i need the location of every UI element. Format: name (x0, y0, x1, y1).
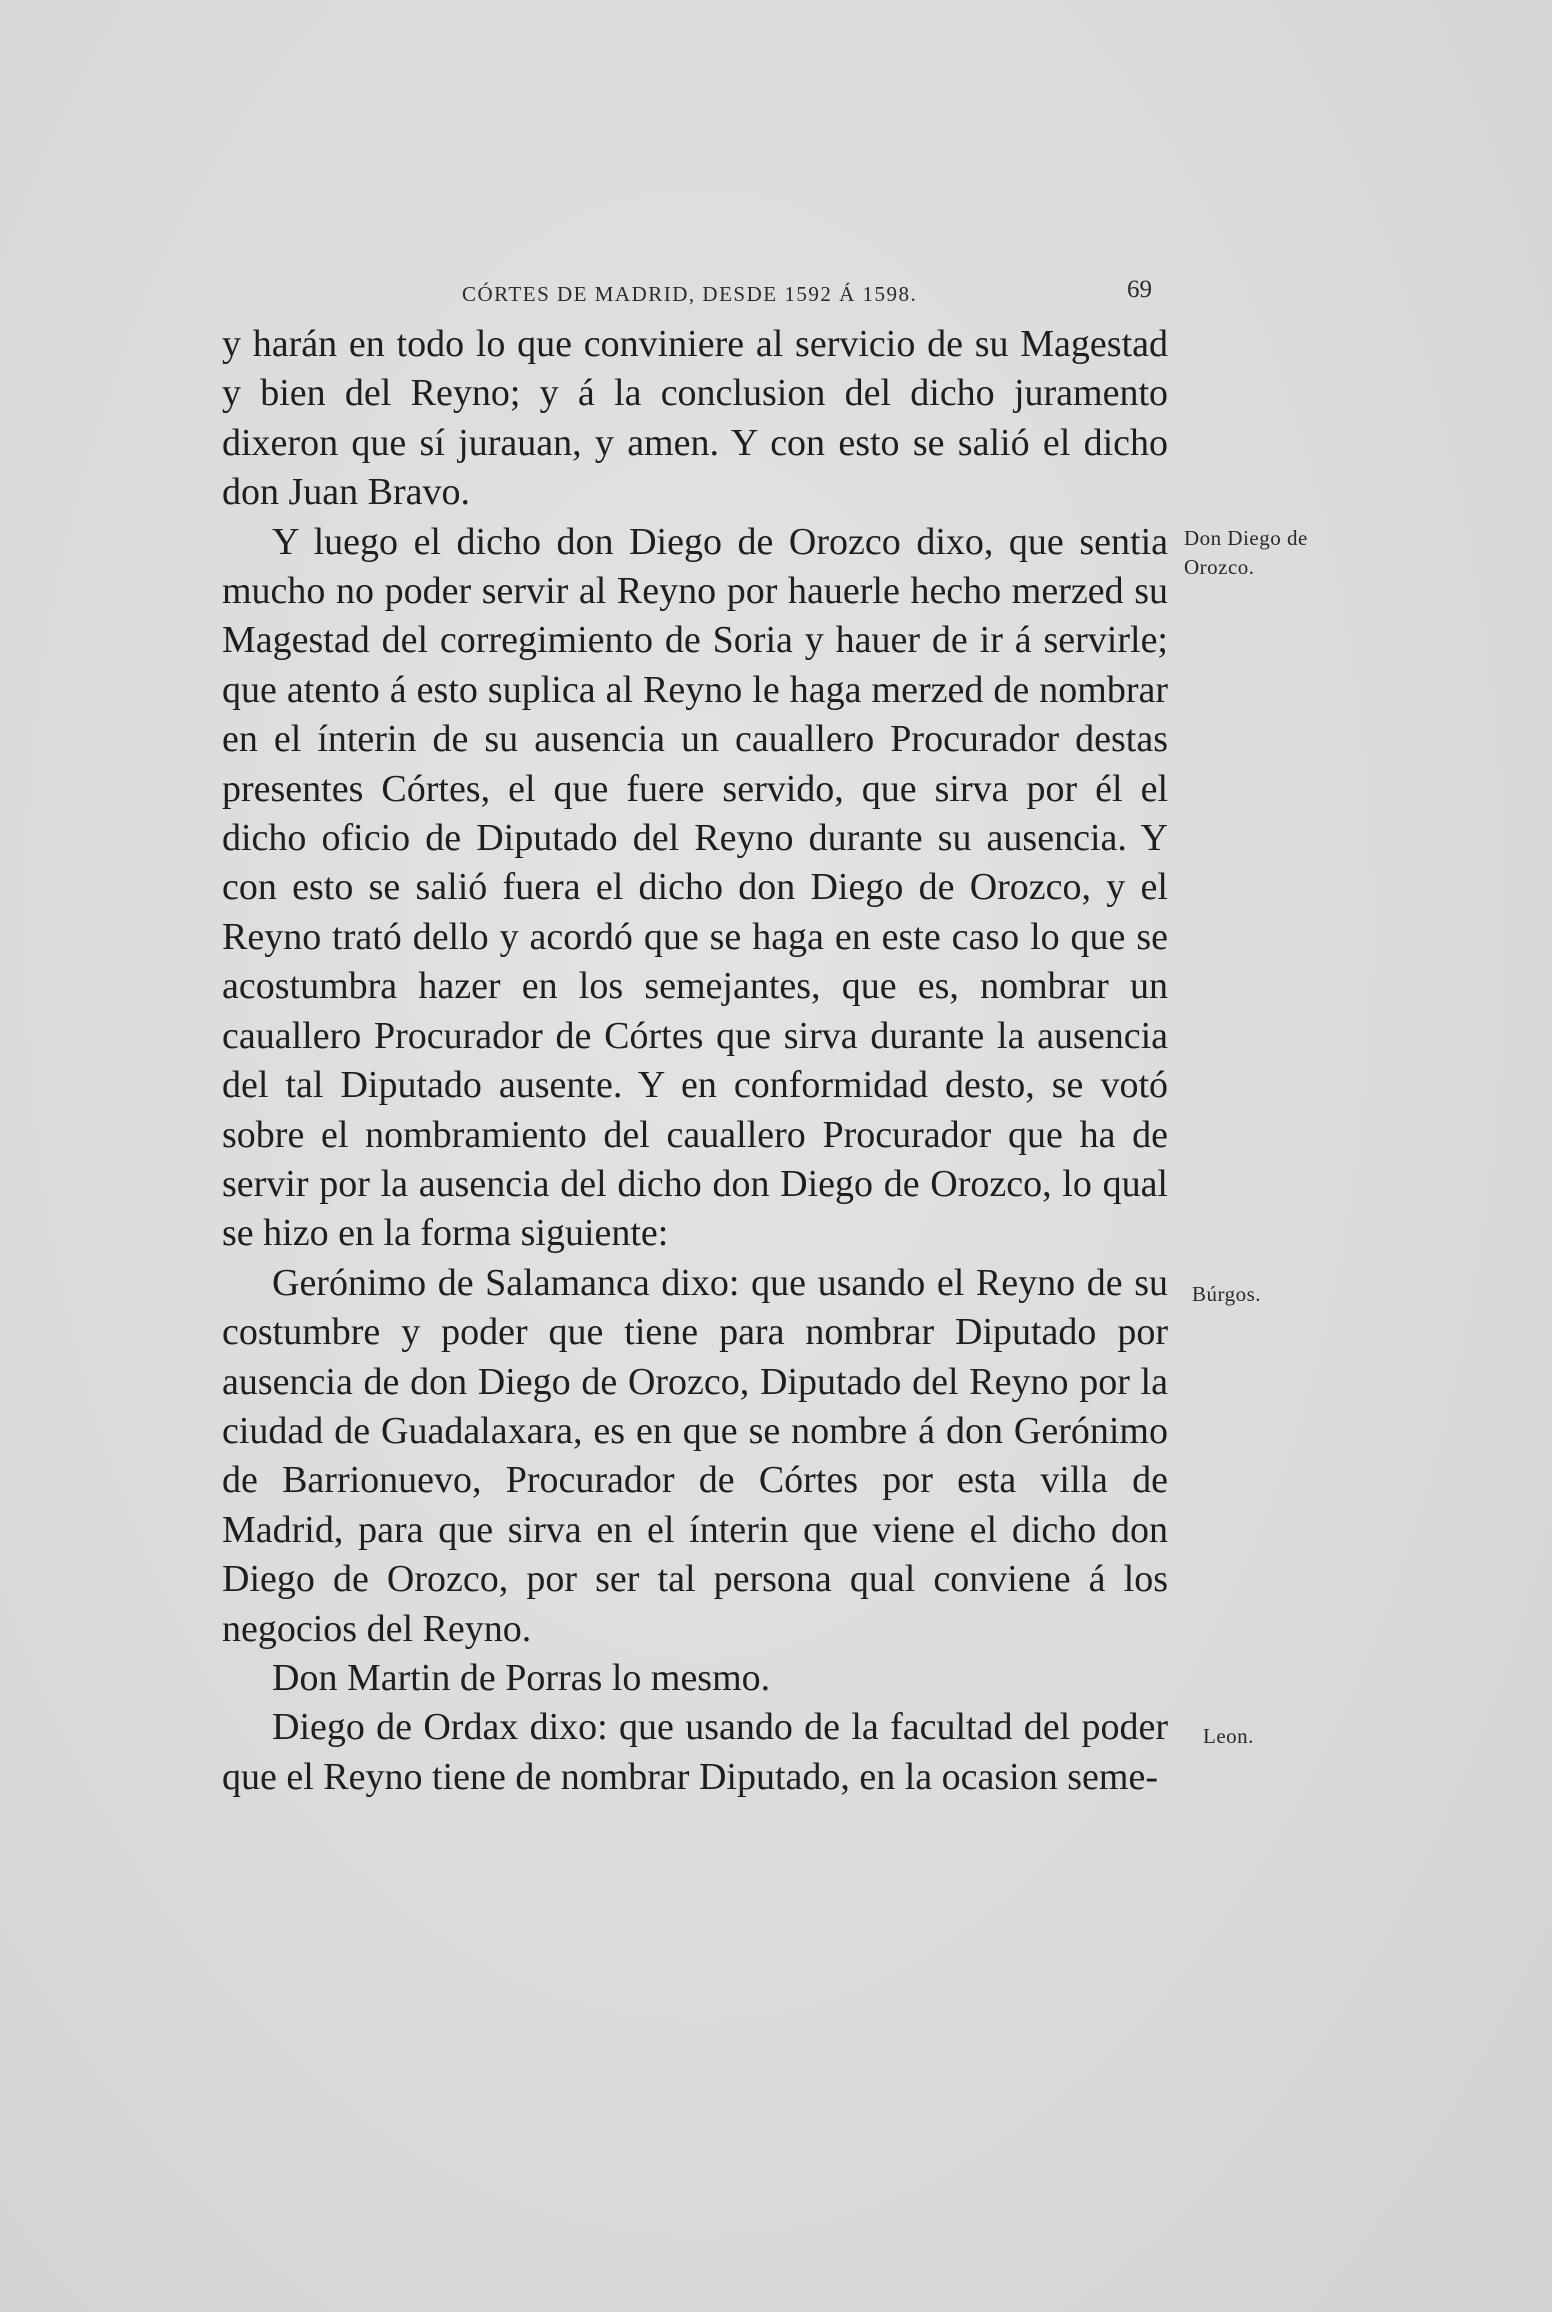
page-number: 69 (1127, 276, 1152, 303)
paragraph: Gerónimo de Salamanca dixo: que usando el Reyno de su costumbre y poder que tiene para nombrar Diputado por ausencia de don Diego de Orozco, Diputado del Reyno por la ciudad de Guadalaxara, es en que se nombre á don Gerónimo de Barrionuevo, Procurador de Córtes por esta villa de Madrid, para que sirva en el ínterin que viene el dicho don Diego de Orozco, por ser tal persona qual conviene á los negocios del Reyno. (222, 1261, 1168, 1650)
paragraph: Y luego el dicho don Diego de Orozco dixo, que sentia mucho no poder servir al Reyno por hauerle hecho merzed su Magestad del corregimiento de Soria y hauer de ir á servirle; que atento á esto suplica al Reyno le haga merzed de nombrar en el ínterin de su ausencia un cauallero Procurador destas presentes Córtes, el que fuere servido, que sirva por él el dicho oficio de Diputado del Reyno durante su ausencia. Y con esto se salió fuera el dicho don Diego de Orozco, y el Reyno trató dello y acordó que se haga en este caso lo que se acostumbra hazer en los semejantes, que es, nombrar un cauallero Procurador de Córtes que sirva durante la ausencia del tal Diputado ausente. Y en conformidad desto, se votó sobre el nombramiento del cauallero Procurador que ha de servir por la ausencia del dicho don Diego de Orozco, lo qual se hizo en la forma siguiente: (222, 520, 1168, 1255)
running-head: CÓRTES DE MADRID, DESDE 1592 Á 1598. (462, 282, 918, 306)
margin-note-leon: Leon. (1203, 1724, 1254, 1748)
paragraph: Don Martin de Porras lo mesmo. (272, 1656, 771, 1699)
body-text (222, 320, 1168, 1802)
margin-note-orozco: Don Diego de Orozco. (1184, 526, 1308, 579)
paragraph: Diego de Ordax dixo: que usando de la facultad del poder que el Reyno tiene de nombrar Diputado, en la ocasion seme- (222, 1706, 1168, 1798)
page-header (462, 276, 1152, 316)
margin-note-burgos: Búrgos. (1192, 1282, 1262, 1306)
paragraph: y harán en todo lo que conviniere al servicio de su Magestad y bien del Reyno; y á la conclusion del dicho juramento dixeron que sí jurauan, y amen. Y con esto se salió el dicho don Juan Bravo. (222, 323, 1168, 514)
